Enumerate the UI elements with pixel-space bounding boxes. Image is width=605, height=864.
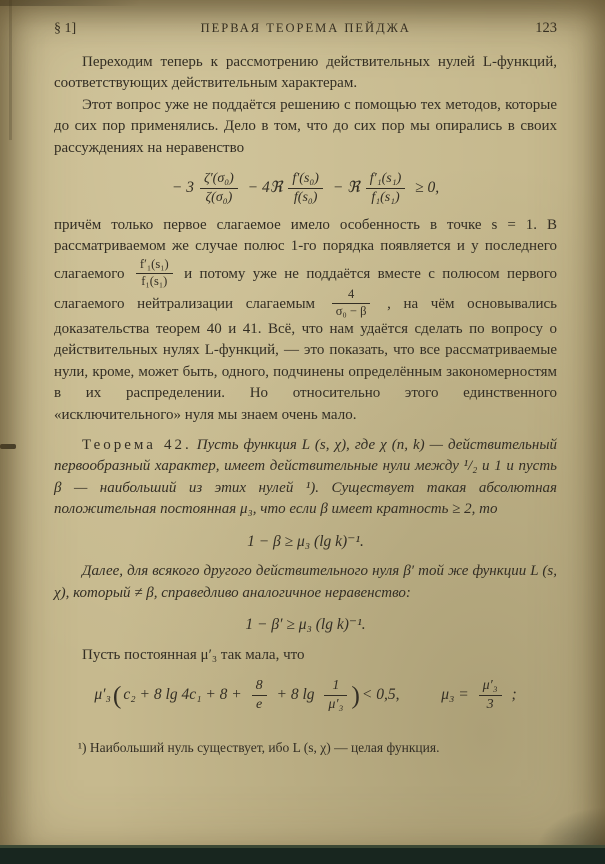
theorem-label: Теорема 42. [82, 437, 192, 454]
denominator: ζ(σ₀) [205, 189, 233, 205]
paragraph-text: причём только первое слагаемое имело особенность в точке s = 1. В рассматриваемом же случае полюс 1-го порядка появляется и у последнего слагаемого [54, 216, 557, 282]
formula-beta-prime-bound: 1 − β′ ≥ μ₃ (lg k)⁻¹. [245, 616, 366, 634]
denominator: e [256, 696, 263, 712]
fraction-mu3 [479, 678, 502, 712]
paragraph-constant: Пусть постоянная μ′₃ так мала, что [82, 646, 305, 663]
page-content [54, 20, 557, 756]
paragraph-method: Этот вопрос уже не поддаётся решению с помощью тех методов, которые до сих пор применялись. Дело в том, что до сих пор мы опирались в своих рассуждениях на неравенство [54, 96, 557, 156]
formula-term: ; [511, 685, 517, 703]
page-header [54, 20, 557, 37]
formula-term: − ℜ [332, 178, 360, 196]
numerator: 1 [324, 678, 347, 695]
denominator: f₁(s₁) [371, 189, 400, 205]
formula-term: − 4ℜ [247, 178, 283, 196]
close-paren: ) [351, 680, 360, 710]
numerator: μ′₃ [479, 678, 502, 695]
denominator: 3 [486, 696, 494, 712]
paragraph-discussion [54, 215, 557, 426]
denominator: μ′₃ [328, 696, 344, 712]
formula-term: μ₃ = [441, 685, 469, 703]
numerator: f′(s₀) [288, 171, 323, 188]
fraction-1mu [324, 678, 347, 712]
formula-term: + 8 lg [276, 685, 315, 703]
top-edge-smudge [0, 0, 140, 6]
paragraph-text: и потому уже не поддаётся вместе с полюсом первого слагаемого нейтрализации слагаемым [54, 265, 557, 313]
paragraph-further: Далее, для всякого другого действительного нуля β′ той же функции L (s, χ), который ≠ β, справедливо аналогичное неравенство: [54, 563, 557, 601]
inline-fraction-f1 [136, 258, 173, 289]
formula-term: ≥ 0, [415, 178, 440, 196]
fraction-f [288, 171, 323, 205]
denominator: f₁(s₁) [141, 273, 168, 288]
fraction-zeta [200, 171, 238, 205]
denominator: f(s₀) [293, 189, 318, 205]
page-number: 123 [535, 20, 557, 36]
theorem-statement: Пусть функция L (s, χ), где χ (n, k) — действительный первообразный характер, имеет действительные нули между ¹/₂ и 1 и пусть β — наибольший из этих нулей ¹). Существует такая абсолютная положительная постоянная μ₃, что если β имеет кратность ≥ 2, то [54, 437, 557, 518]
numerator: f′₁(s₁) [366, 171, 405, 188]
scan-streak [9, 0, 12, 140]
paragraph-intro: Переходим теперь к рассмотрению действительных нулей L-функций, соответствующих действительным характерам. [54, 54, 557, 92]
numerator: 4 [332, 288, 371, 304]
section-marker: § 1] [54, 21, 77, 36]
formula-mu-condition [54, 678, 557, 712]
footnote: ¹) Наибольший нуль существует, ибо L (s, χ) — целая функция. [78, 740, 440, 756]
running-title: ПЕРВАЯ ТЕОРЕМА ПЕЙДЖА [200, 21, 411, 35]
numerator: f′₁(s₁) [136, 258, 173, 274]
denominator: σ₀ − β [335, 304, 367, 319]
fraction-f1 [366, 171, 405, 205]
numerator: 8 [252, 678, 267, 695]
fraction-8e [252, 678, 267, 712]
paragraph-text: , на чём основывались доказательства теорем 40 и 41. Всё, что нам удаётся сделать по вопросу о действительных нулях L-функций, — это показать, что все рассматриваемые нули, кроме, может быть, одного, подчинены определённым закономерностям в их распределении. Но относительно этого единственного «исключительного» нуля мы знаем очень мало. [54, 296, 558, 423]
numerator: ζ′(σ₀) [200, 171, 238, 188]
theorem-42 [54, 435, 557, 521]
margin-ink-mark [0, 444, 16, 449]
formula-term: c₂ + 8 lg 4c₁ + 8 + [123, 685, 242, 703]
formula-term: μ′₃ [94, 685, 111, 703]
open-paren: ( [112, 680, 122, 710]
formula-beta-bound: 1 − β ≥ μ₃ (lg k)⁻¹. [247, 532, 364, 550]
scan-bottom-edge [0, 845, 605, 864]
inline-fraction-4 [332, 288, 371, 319]
formula-term: < 0,5, [361, 685, 400, 703]
formula-term: − 3 [171, 178, 194, 196]
formula-inequality [54, 171, 557, 205]
